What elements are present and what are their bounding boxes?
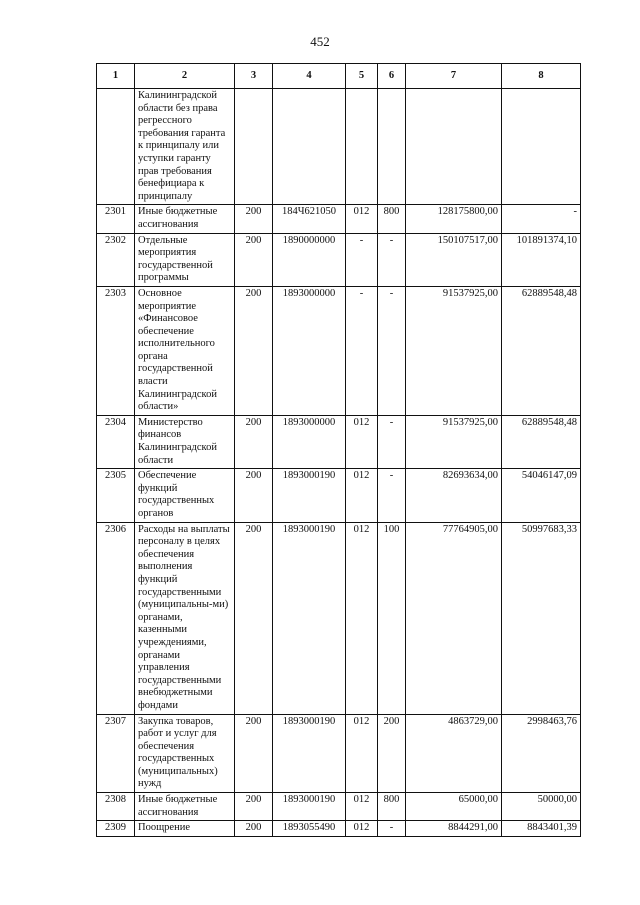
table-cell: 012 <box>346 522 378 714</box>
column-header: 1 <box>97 64 135 89</box>
table-cell: 2306 <box>97 522 135 714</box>
table-row <box>97 89 581 205</box>
table-cell: 012 <box>346 793 378 821</box>
table-cell: 8843401,39 <box>502 821 581 837</box>
table-cell: 2307 <box>97 714 135 793</box>
table-cell: - <box>346 286 378 415</box>
table-cell: 200 <box>235 793 273 821</box>
table-cell: 4863729,00 <box>406 714 502 793</box>
table-cell: 50997683,33 <box>502 522 581 714</box>
table-cell: 54046147,09 <box>502 469 581 522</box>
table-row <box>97 821 581 837</box>
table-cell: 77764905,00 <box>406 522 502 714</box>
table-cell: 200 <box>235 522 273 714</box>
table-cell <box>273 89 346 205</box>
column-header: 6 <box>378 64 406 89</box>
table-cell: 200 <box>235 205 273 233</box>
table-cell: 2998463,76 <box>502 714 581 793</box>
table-cell: Основное мероприятие «Финансовое обеспечение исполнительного органа государственной власти Калининградской области» <box>135 286 235 415</box>
column-header: 4 <box>273 64 346 89</box>
column-header: 2 <box>135 64 235 89</box>
table-cell: 50000,00 <box>502 793 581 821</box>
table-cell: 200 <box>235 469 273 522</box>
table-cell: 200 <box>235 286 273 415</box>
table-cell: Иные бюджетные ассигнования <box>135 793 235 821</box>
table-cell: 2301 <box>97 205 135 233</box>
table-cell: 800 <box>378 205 406 233</box>
table-cell: 012 <box>346 821 378 837</box>
table-cell: 82693634,00 <box>406 469 502 522</box>
table-cell <box>346 89 378 205</box>
table-cell: 91537925,00 <box>406 286 502 415</box>
column-header: 7 <box>406 64 502 89</box>
table-cell: 200 <box>235 714 273 793</box>
table-cell: 012 <box>346 205 378 233</box>
column-header: 3 <box>235 64 273 89</box>
table-cell: 200 <box>378 714 406 793</box>
table-cell: - <box>378 415 406 468</box>
table-row <box>97 469 581 522</box>
table-cell <box>406 89 502 205</box>
table-cell: 2302 <box>97 233 135 286</box>
table-cell: Иные бюджетные ассигнования <box>135 205 235 233</box>
table-cell: Калининградской области без права регрессного требования гаранта к принципалу или уступки гаранту прав требования бенефициара к принципалу <box>135 89 235 205</box>
table-cell: 62889548,48 <box>502 286 581 415</box>
table-cell: 012 <box>346 415 378 468</box>
table-cell: 200 <box>235 415 273 468</box>
table-cell: 128175800,00 <box>406 205 502 233</box>
table-cell: 200 <box>235 821 273 837</box>
table-cell: Министерство финансов Калининградской области <box>135 415 235 468</box>
table-cell: 1893000190 <box>273 714 346 793</box>
table-cell: 184Ч621050 <box>273 205 346 233</box>
column-header: 5 <box>346 64 378 89</box>
table-cell: 1893055490 <box>273 821 346 837</box>
budget-table <box>96 63 581 837</box>
table-cell: Закупка товаров, работ и услуг для обеспечения государственных (муниципальных) нужд <box>135 714 235 793</box>
table-row <box>97 286 581 415</box>
table-cell: Обеспечение функций государственных органов <box>135 469 235 522</box>
table-row <box>97 233 581 286</box>
table-cell: - <box>378 469 406 522</box>
table-cell: - <box>378 821 406 837</box>
table-cell: 8844291,00 <box>406 821 502 837</box>
table-row <box>97 205 581 233</box>
table-cell: 1893000000 <box>273 286 346 415</box>
table-cell: 012 <box>346 469 378 522</box>
table-cell: - <box>378 286 406 415</box>
table-cell <box>502 89 581 205</box>
table-cell: Поощрение <box>135 821 235 837</box>
table-cell: 2303 <box>97 286 135 415</box>
header-row <box>97 64 581 89</box>
table-cell: 91537925,00 <box>406 415 502 468</box>
table-cell: 2305 <box>97 469 135 522</box>
table-cell <box>97 89 135 205</box>
table-cell: 2309 <box>97 821 135 837</box>
table-cell: 101891374,10 <box>502 233 581 286</box>
table-cell: - <box>378 233 406 286</box>
table-cell: 2304 <box>97 415 135 468</box>
table-cell: 1893000190 <box>273 793 346 821</box>
table-cell: - <box>502 205 581 233</box>
table-cell: - <box>346 233 378 286</box>
table-body <box>97 64 581 837</box>
table-cell: 800 <box>378 793 406 821</box>
table-cell <box>378 89 406 205</box>
table-cell: 100 <box>378 522 406 714</box>
table-cell: 1893000190 <box>273 522 346 714</box>
table-cell: Расходы на выплаты персоналу в целях обеспечения выполнения функций государственными (муниципальны-ми) органами, казенными учреждениями, органами управления государственными внебюджетными фондами <box>135 522 235 714</box>
table-cell: 012 <box>346 714 378 793</box>
table-cell: 1893000190 <box>273 469 346 522</box>
table-cell: 1890000000 <box>273 233 346 286</box>
table-row <box>97 415 581 468</box>
column-header: 8 <box>502 64 581 89</box>
table-cell <box>235 89 273 205</box>
table-row <box>97 714 581 793</box>
table-row <box>97 522 581 714</box>
table-cell: 1893000000 <box>273 415 346 468</box>
table-cell: 2308 <box>97 793 135 821</box>
table-cell: 200 <box>235 233 273 286</box>
table-cell: 150107517,00 <box>406 233 502 286</box>
table-cell: 65000,00 <box>406 793 502 821</box>
page-number: 452 <box>310 34 330 49</box>
table-cell: Отдельные мероприятия государственной программы <box>135 233 235 286</box>
table-cell: 62889548,48 <box>502 415 581 468</box>
table-row <box>97 793 581 821</box>
